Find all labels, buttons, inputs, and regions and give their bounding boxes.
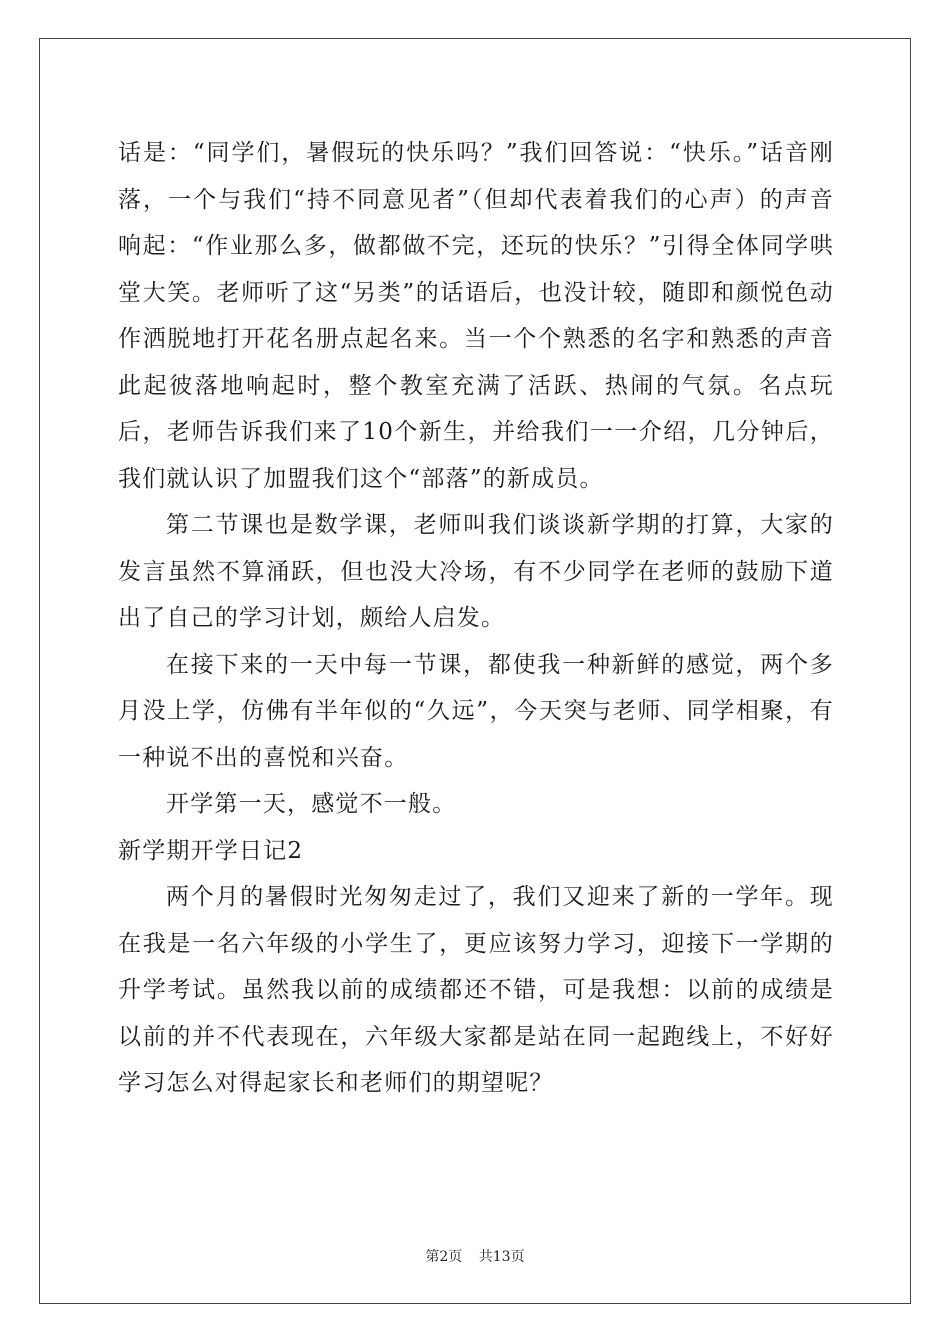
document-body (118, 130, 834, 1107)
page-footer (0, 1246, 950, 1266)
paragraph: 话是：“同学们，暑假玩的快乐吗？”我们回答说：“快乐。”话音刚落，一个与我们“持不同意见者”（但却代表着我们的心声）的声音响起：“作业那么多，做都做不完，还玩的快乐？”引得全体同学哄堂大笑。老师听了这“另类”的话语后，也没计较，随即和颜悦色动作洒脱地打开花名册点起名来。当一个个熟悉的名字和熟悉的声音此起彼落地响起时，整个教室充满了活跃、热闹的气氛。名点玩后，老师告诉我们来了10个新生，并给我们一一介绍，几分钟后，我们就认识了加盟我们这个“部落”的新成员。 (118, 140, 834, 492)
paragraph: 开学第一天，感觉不一般。 (166, 791, 457, 817)
paragraph: 两个月的暑假时光匆匆走过了，我们又迎来了新的一学年。现在我是一名六年级的小学生了，更应该努力学习，迎接下一学期的升学考试。虽然我以前的成绩都还不错，可是我想：以前的成绩是以前的并不代表现在，六年级大家都是站在同一起跑线上，不好好学习怎么对得起家长和老师们的期望呢？ (118, 884, 834, 1096)
paragraph: 第二节课也是数学课，老师叫我们谈谈新学期的打算，大家的发言虽然不算涌跃，但也没大冷场，有不少同学在老师的鼓励下道出了自己的学习计划，颇给人启发。 (118, 512, 834, 631)
page-total: 共13页 (478, 1249, 525, 1265)
page-number: 第2页 (425, 1249, 463, 1265)
section-heading: 新学期开学日记2 (118, 837, 304, 864)
paragraph: 在接下来的一天中每一节课，都使我一种新鲜的感觉，两个多月没上学，仿佛有半年似的“久远”，今天突与老师、同学相聚，有一种说不出的喜悦和兴奋。 (118, 651, 834, 771)
